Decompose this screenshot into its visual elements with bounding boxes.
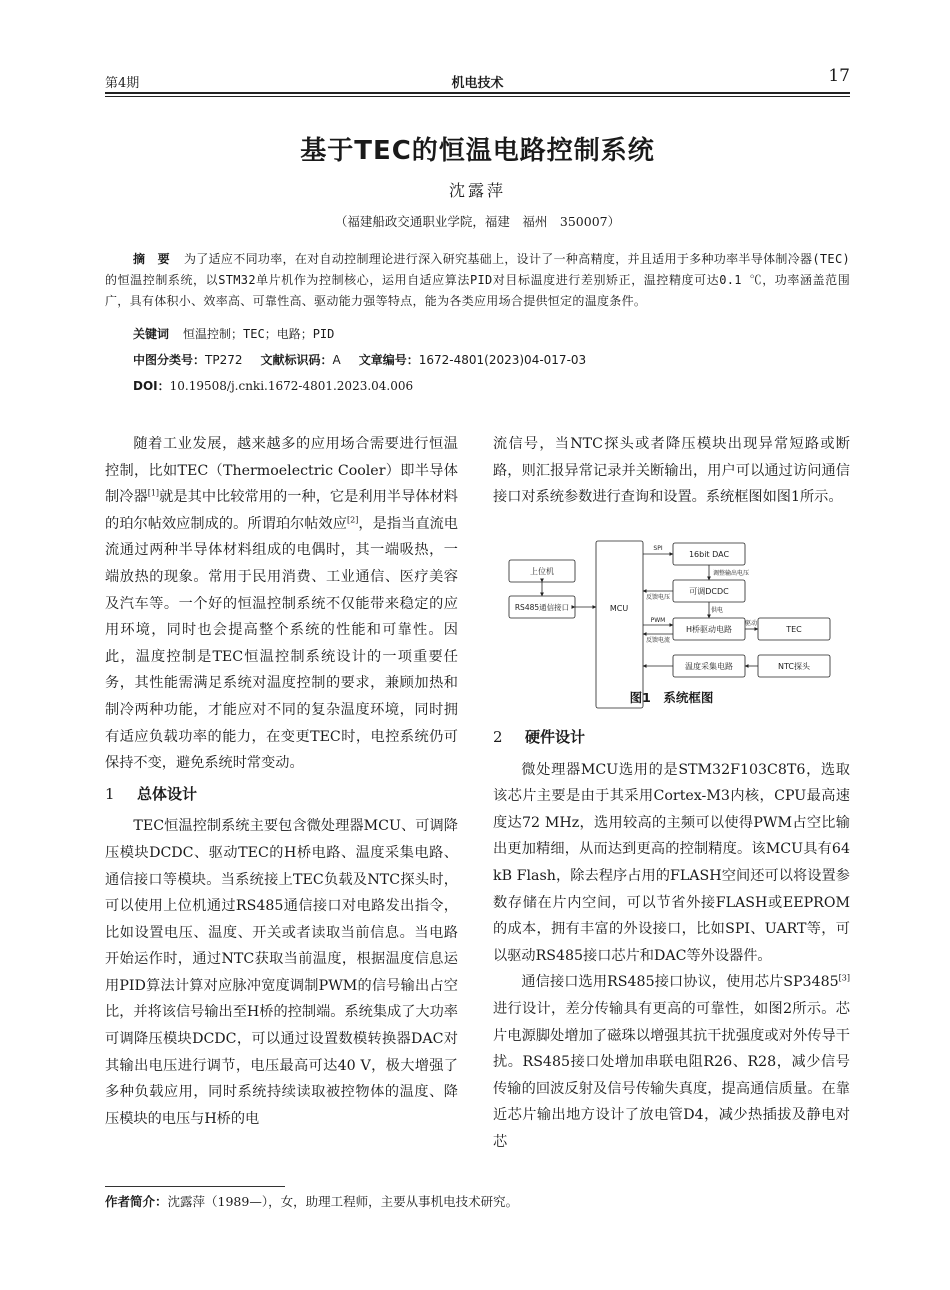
section-2-p2-text-b: 进行设计，差分传输具有更高的可靠性，如图2所示。芯片电源脚处增加了磁珠以增强其抗干扰强度或对外传导干扰。RS485接口处增加串联电阻R26、R28，减少信号传输的回波反射及信号传输失真度，提高通信质量。在靠近芯片输出地方设计了放电管D4，减少热插拔及静电对芯: [493, 1000, 850, 1150]
running-header: [105, 66, 850, 92]
doi-line: [133, 377, 413, 394]
footnote-rule: [105, 1186, 285, 1187]
paper-title: 基于TEC的恒温电路控制系统: [300, 136, 655, 166]
section-2-p2-text-a: 通信接口选用RS485接口协议，使用芯片SP3485: [521, 974, 839, 991]
abstract-text: 为了适应不同功率，在对自动控制理论进行深入研究基础上，设计了一种高精度，并且适用于多种功率半导体制冷器(TEC)的恒温控制系统，以STM32单片机作为控制核心，运用自适应算法PID对目标温度进行差别矫正，温控精度可达0.1 ℃，功率涵盖范围广，具有体积小、效率高、可靠性高、驱动能力强等特点，能为各类应用场合提供恒定的温度条件。: [105, 252, 850, 308]
doc-code-value: A: [332, 353, 341, 367]
left-column: [105, 431, 458, 1132]
journal-name: 机电技术: [451, 76, 504, 91]
host-label: 上位机: [530, 567, 554, 576]
article-number-value: 1672-4801(2023)04-017-03: [418, 353, 587, 367]
figure-title: 系统框图: [663, 690, 714, 705]
keywords-text: 恒温控制；TEC；电路；PID: [183, 327, 335, 341]
citation-2: [2]: [347, 515, 359, 525]
abstract-label: 摘 要: [133, 252, 170, 266]
right-column-top: [493, 431, 850, 511]
continued-paragraph: 流信号，当NTC探头或者降压模块出现异常短路或断路，则汇报异常记录并关断输出，用户可以通过访问通信接口对系统参数进行查询和设置。系统框图如图1所示。: [493, 436, 850, 506]
section-1-paragraph: TEC恒温控制系统主要包含微处理器MCU、可调降压模块DCDC、驱动TEC的H桥电路、温度采集电路、通信接口等模块。当系统接上TEC负载及NTC探头时，可以使用上位机通过RS485通信接口对电路发出指令，比如设置电压、温度、开关或者读取当前信息。当电路开始运作时，通过NTC获取当前温度，根据温度信息运用PID算法计算对应脉冲宽度调制PWM的信号输出占空比，并将该信号输出至H桥的控制端。系统集成了大功率可调降压模块DCDC，可以通过设置数模转换器DAC对其输出电压进行调节，电压最高可达40 V，极大增强了多种负载应用，同时系统持续读取被控物体的温度、降压模块的电压与H桥的电: [105, 818, 458, 1127]
author-footnote: [105, 1192, 518, 1210]
section-2-title: 硬件设计: [525, 728, 586, 746]
section-1-number: 1: [105, 784, 115, 803]
page-number: 17: [828, 66, 850, 86]
footnote-label: 作者简介：: [105, 1194, 168, 1209]
classification-line: [133, 351, 586, 368]
doi-label: DOI：: [133, 379, 170, 393]
clc-value: TP272: [205, 353, 243, 367]
intro-text-c: ，是指当直流电流通过两种半导体材料组成的电偶时，其一端吸热，一端放热的现象。常用于民用消费、工业通信、医疗美容及汽车等。一个好的恒温控制系统不仅能带来稳定的应用环境，同时也会提高整个系统的性能和可靠性。因此，温度控制是TEC恒温控制系统设计的一项重要任务，其性能需满足系统对温度控制的要求，兼顾加热和制冷两种功能，才能应对不同的复杂温度环境，同时拥有适应负载功率的能力，在变更TEC时，电控系统仍可保持不变，避免系统时常变动。: [105, 515, 458, 772]
intro-paragraph: [105, 431, 458, 777]
dcdc-label: 可调DCDC: [689, 587, 729, 596]
feedback-voltage-label: 反馈电压: [645, 594, 671, 601]
keywords-label: 关键词: [133, 327, 170, 341]
doi-value: 10.19508/j.cnki.1672-4801.2023.04.006: [169, 379, 414, 393]
supply-label: 供电: [710, 607, 724, 614]
pwm-label: PWM: [650, 617, 666, 624]
section-1-heading: [105, 781, 458, 808]
header-rule-thick: [105, 92, 850, 94]
dac-label: 16bit DAC: [688, 550, 730, 559]
section-2-heading: [493, 724, 850, 751]
intro-text-a: 随着工业发展，越来越多的应用场合需要进行恒温控制，比如TEC（Thermoelectric Cooler）即半导体制冷器: [105, 436, 458, 506]
temp-label: 温度采集电路: [685, 662, 733, 671]
tec-label: TEC: [786, 625, 802, 634]
intro-text-b: 就是其中比较常用的一种，它是利用半导体材料的珀尔帖效应制成的。所谓珀尔帖效应: [105, 489, 458, 532]
spi-label: SPI: [653, 545, 663, 552]
section-2-paragraph-2: [493, 969, 850, 1155]
affiliation: （福建船政交通职业学院，福建 福州 350007）: [334, 214, 621, 229]
mcu-block: [596, 541, 643, 708]
system-block-diagram: [493, 538, 850, 713]
feedback-current-label: 反馈电流: [645, 637, 671, 644]
section-2-paragraph-1: 微处理器MCU选用的是STM32F103C8T6，选取该芯片主要是由于其采用Cortex-M3内核，CPU最高速度达72 MHz，选用较高的主频可以使得PWM占空比输出更加精细，从而达到更高的控制精度。该MCU具有64 kB Flash，除去程序占用的FLASH空间还可以将设置参数存储在片内空间，可以节省外接FLASH或EEPROM的成本，拥有丰富的外设接口，比如SPI、UART等，可以驱动RS485接口芯片和DAC等外设器件。: [493, 761, 850, 964]
keywords: [133, 325, 334, 342]
article-number-label: 文章编号：: [358, 353, 419, 367]
hbridge-label: H桥驱动电路: [685, 625, 733, 634]
header-rule-thin: [105, 96, 850, 97]
right-column-bottom: [493, 720, 850, 1156]
citation-1: [1]: [147, 488, 160, 498]
abstract: [105, 249, 850, 312]
figure-1-caption: [493, 688, 850, 706]
section-1-title: 总体设计: [137, 784, 198, 803]
author-name: 沈露萍: [448, 181, 506, 200]
drive-label: 驱动: [744, 620, 758, 627]
figure-number: 图1: [629, 690, 651, 705]
ntc-label: NTC探头: [778, 662, 810, 671]
issue-number: 第4期: [105, 76, 140, 91]
mcu-label: MCU: [609, 604, 629, 613]
citation-3: [3]: [838, 973, 850, 983]
doc-code-label: 文献标识码：: [260, 353, 333, 367]
adjust-voltage-label: 调整输出电压: [712, 570, 750, 577]
section-2-number: 2: [493, 728, 503, 746]
footnote-text: 沈露萍（1989—），女，助理工程师，主要从事机电技术研究。: [167, 1194, 519, 1209]
clc-label: 中图分类号：: [133, 353, 206, 367]
rs485-label: RS485通信接口: [514, 603, 570, 612]
